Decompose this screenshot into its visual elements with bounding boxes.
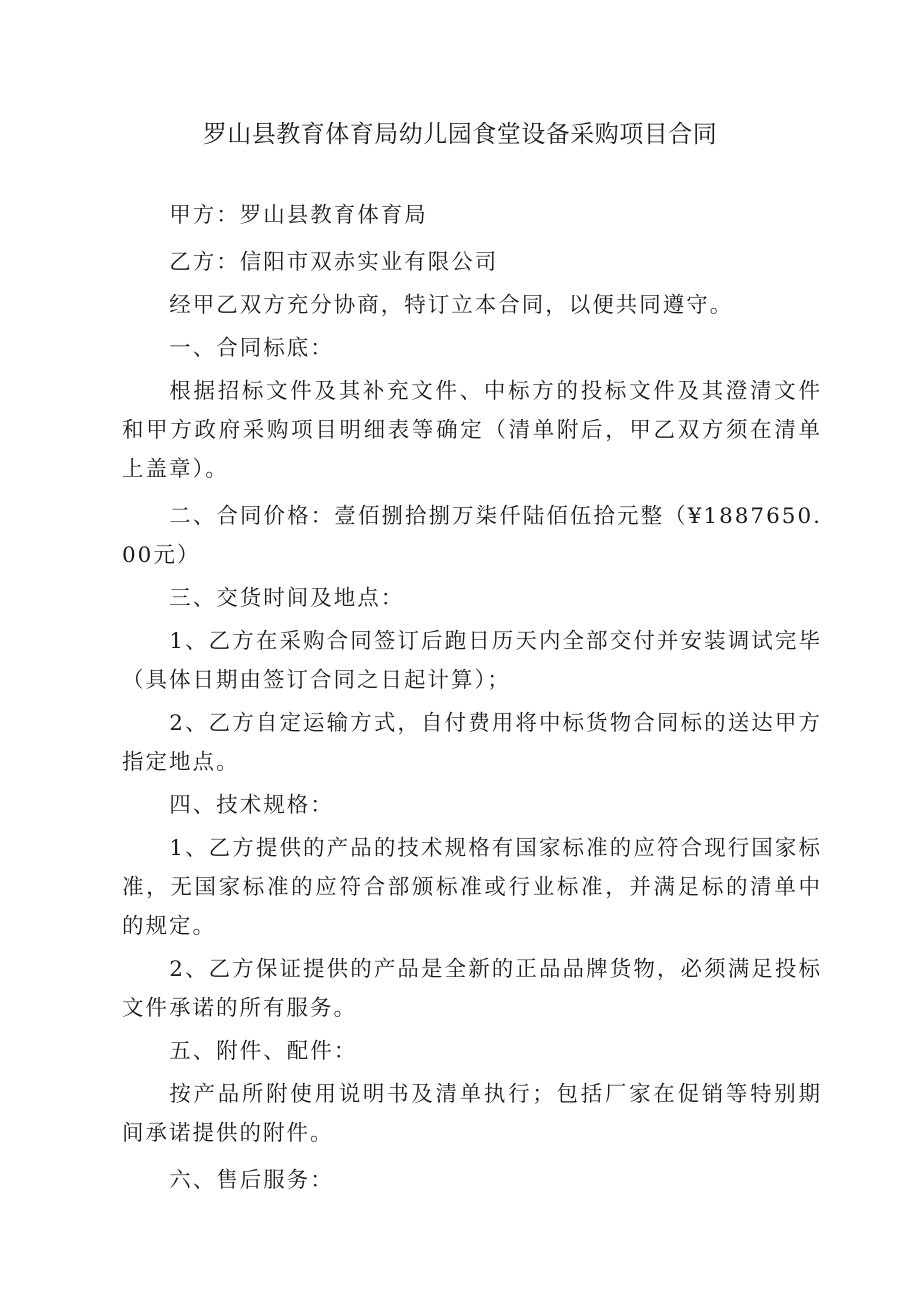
section-3-heading: 三、交货时间及地点： [169,586,405,611]
section-4-heading: 四、技术规格： [169,793,334,818]
section-5-heading: 五、附件、配件： [169,1039,358,1064]
section-4-item-2: 2、乙方保证提供的产品是全新的正品品牌货物，必须满足投标文件承诺的所有服务。 [122,957,822,1021]
document-title: 罗山县教育体育局幼儿园食堂设备采购项目合同 [202,120,718,148]
section-3-item-2: 2、乙方自定运输方式，自付费用将中标货物合同标的送达甲方指定地点。 [122,711,822,775]
section-1-text: 根据招标文件及其补充文件、中标方的投标文件及其澄清文件和甲方政府采购项目明细表等确定（清单附后，甲乙双方须在清单上盖章）。 [122,379,822,482]
party-a: 甲方：罗山县教育体育局 [169,203,428,228]
section-3-item-1: 1、乙方在采购合同签订后跑日历天内全部交付并安装调试完毕（具体日期由签订合同之日起计算）； [122,629,822,693]
section-4-item-1: 1、乙方提供的产品的技术规格有国家标准的应符合现行国家标准，无国家标准的应符合部颁标准或行业标准，并满足标的清单中的规定。 [122,836,822,939]
document-body [122,196,822,1200]
section-6-heading: 六、售后服务： [169,1168,334,1193]
party-b: 乙方：信阳市双赤实业有限公司 [169,250,499,275]
section-5-text: 按产品所附使用说明书及清单执行；包括厂家在促销等特别期间承诺提供的附件。 [122,1082,822,1146]
section-2-price: 二、合同价格：壹佰捌拾捌万柒仟陆佰伍拾元整（¥1887650.00元） [122,504,822,568]
section-1-heading: 一、合同标底： [169,336,334,361]
preamble: 经甲乙双方充分协商，特订立本合同，以便共同遵守。 [169,293,734,318]
